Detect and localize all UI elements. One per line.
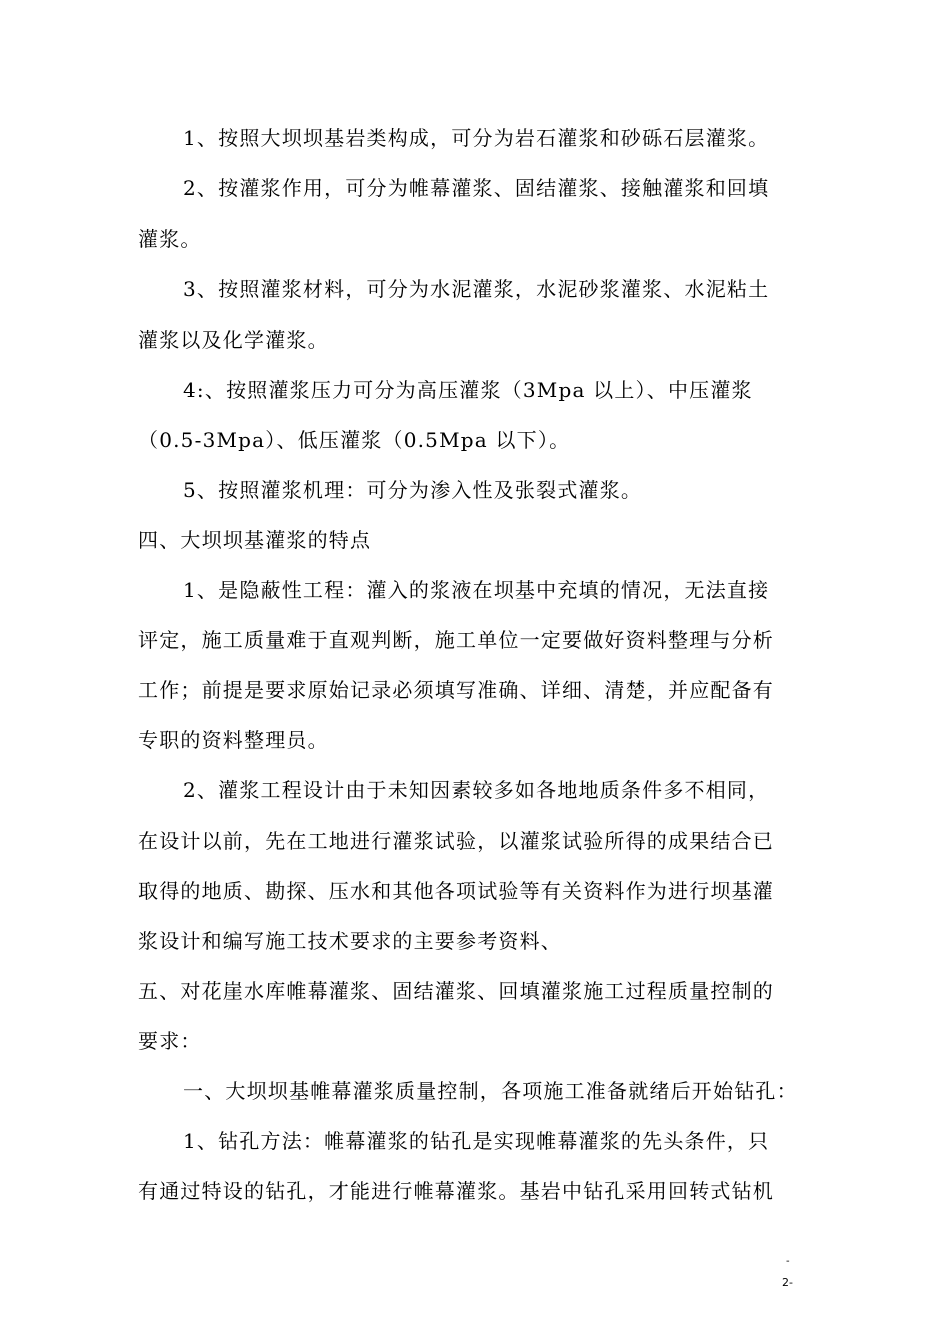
section-heading: 五、对花崖水库帷幕灌浆、固结灌浆、回填灌浆施工过程质量控制的	[138, 979, 774, 1003]
text-line: 1、是隐蔽性工程：灌入的浆液在坝基中充填的情况，无法直接	[183, 578, 770, 602]
text-line: 5、按照灌浆机理：可分为渗入性及张裂式灌浆。	[183, 478, 643, 502]
text-line: 评定，施工质量难于直观判断，施工单位一定要做好资料整理与分析	[138, 628, 774, 652]
text-line: 3、按照灌浆材料，可分为水泥灌浆，水泥砂浆灌浆、水泥粘土	[183, 277, 770, 301]
text-line: 灌浆。	[138, 227, 202, 251]
text-line: 有通过特设的钻孔，才能进行帷幕灌浆。基岩中钻孔采用回转式钻机	[138, 1179, 774, 1203]
section-heading: 四、大坝坝基灌浆的特点	[138, 528, 372, 552]
text-line: 4:、按照灌浆压力可分为高压灌浆（3Mpa 以上）、中压灌浆	[183, 378, 753, 402]
text-line: 2、灌浆工程设计由于未知因素较多如各地地质条件多不相同，	[183, 778, 770, 802]
footer-dash: -	[786, 1256, 790, 1267]
text-line: 在设计以前，先在工地进行灌浆试验，以灌浆试验所得的成果结合已	[138, 829, 774, 853]
text-line: 专职的资料整理员。	[138, 728, 329, 752]
text-line: 灌浆以及化学灌浆。	[138, 328, 329, 352]
subsection-heading: 一、大坝坝基帷幕灌浆质量控制，各项施工准备就绪后开始钻孔：	[183, 1079, 798, 1103]
text-line: 取得的地质、勘探、压水和其他各项试验等有关资料作为进行坝基灌	[138, 879, 774, 903]
text-line: 浆设计和编写施工技术要求的主要参考资料、	[138, 929, 562, 953]
text-line: 工作；前提是要求原始记录必须填写准确、详细、清楚，并应配备有	[138, 678, 774, 702]
text-line: 1、按照大坝坝基岩类构成，可分为岩石灌浆和砂砾石层灌浆。	[183, 126, 770, 150]
text-line: 2、按灌浆作用，可分为帷幕灌浆、固结灌浆、接触灌浆和回填	[183, 176, 770, 200]
text-line: 要求：	[138, 1029, 202, 1053]
text-line: 1、钻孔方法：帷幕灌浆的钻孔是实现帷幕灌浆的先头条件，只	[183, 1129, 770, 1153]
page-number: 2-	[782, 1276, 793, 1289]
text-line: （0.5-3Mpa）、低压灌浆（0.5Mpa 以下）。	[138, 428, 571, 452]
